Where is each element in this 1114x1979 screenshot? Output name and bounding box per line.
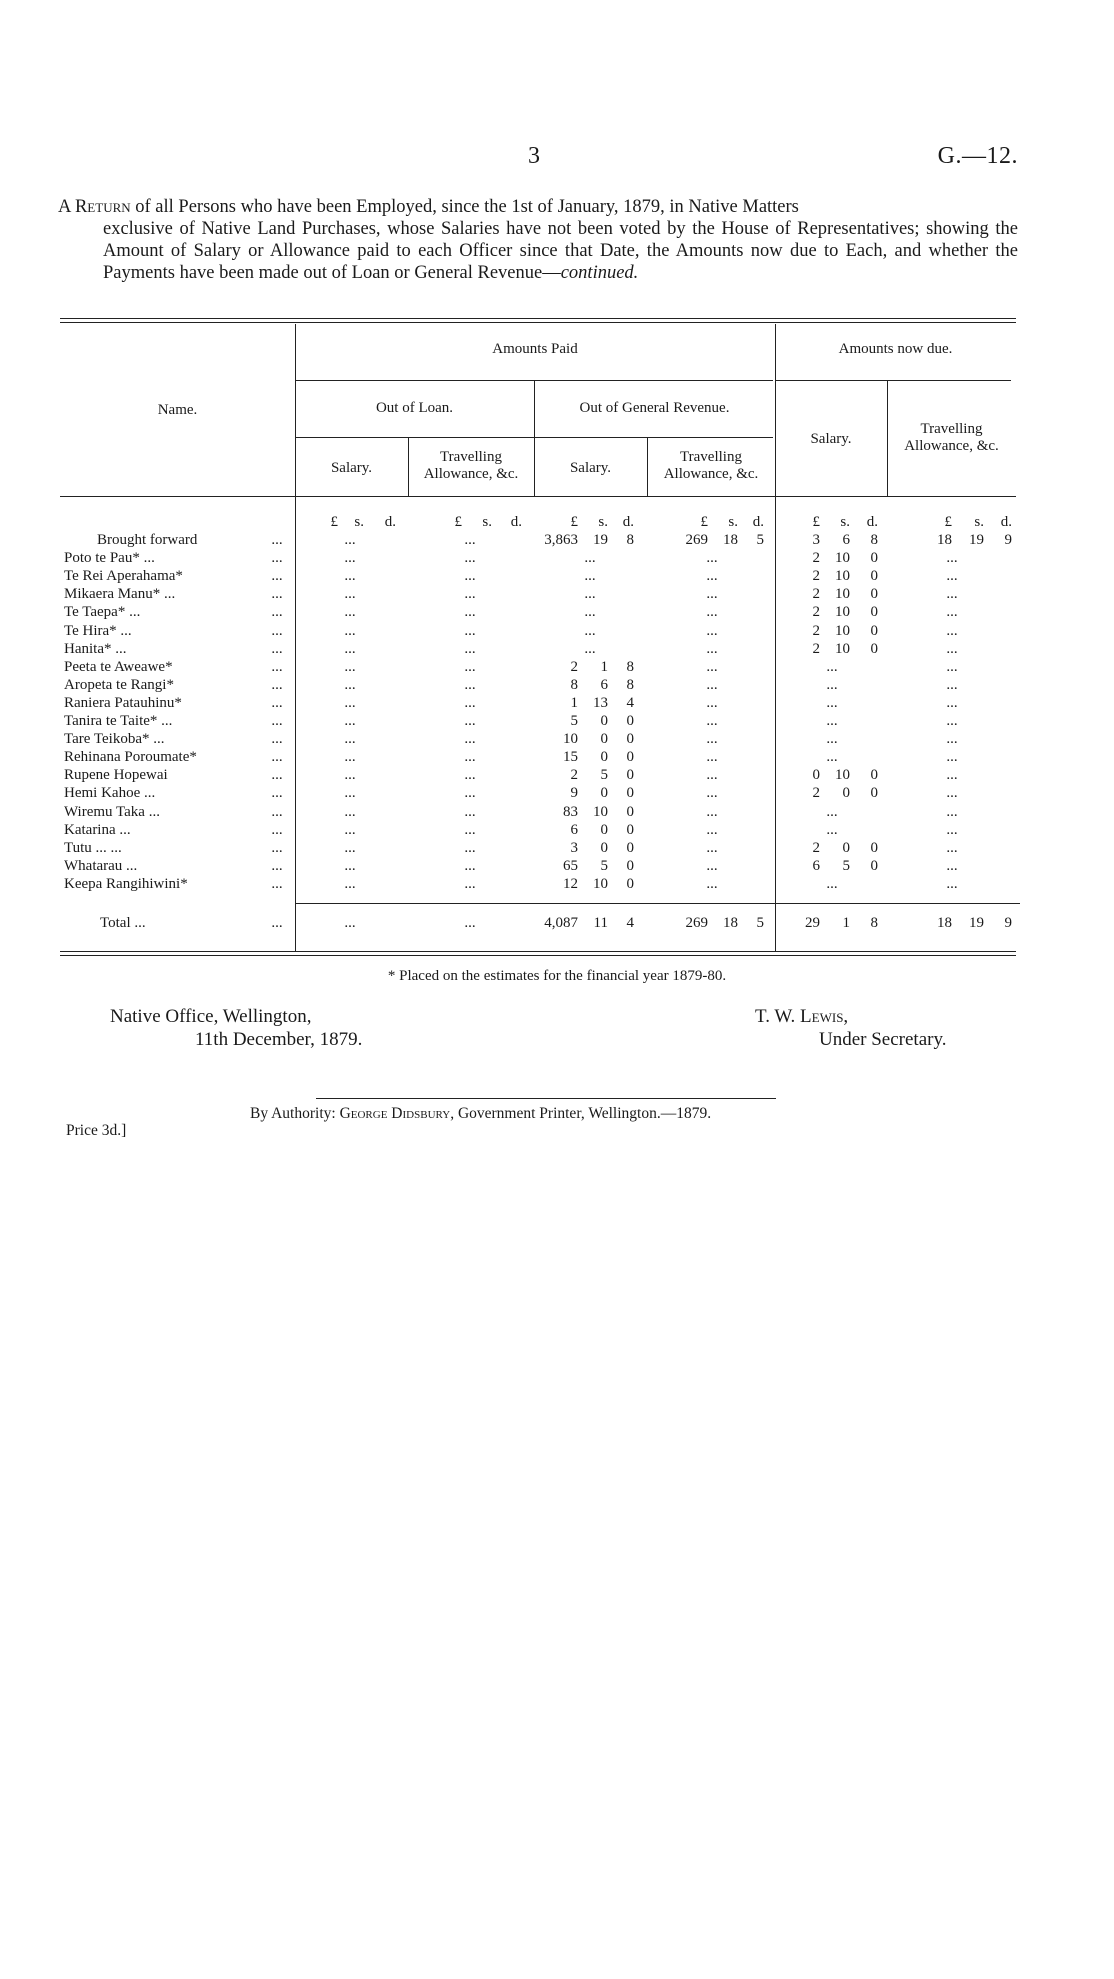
row-name: Hanita* ...: [64, 640, 127, 657]
gen-sal-pence: 0: [626, 839, 634, 856]
header-amounts-due: Amounts now due.: [838, 341, 953, 357]
gen-sal-pence: 0: [626, 857, 634, 874]
header-travelling-line1: Travelling: [920, 421, 983, 437]
due-sal-empty: ...: [826, 731, 838, 748]
page-number: 3: [528, 143, 540, 169]
row-name: Rehinana Poroumate*: [64, 749, 197, 766]
due-trav-empty: ...: [946, 640, 958, 657]
header-travelling-line1: Travelling: [680, 449, 742, 465]
loan-trav-empty: ...: [464, 550, 476, 567]
due-sal-pounds: 2: [812, 839, 820, 856]
amounts-due-rule: [775, 380, 1011, 381]
gen-sal-empty: ...: [584, 622, 596, 639]
row-leader-dots: ...: [271, 749, 283, 766]
loan-trav-empty: ...: [464, 604, 476, 621]
gen-trav-empty: ...: [706, 550, 718, 567]
loan-sal-empty: ...: [344, 532, 356, 548]
due-sal-shillings: 10: [835, 640, 850, 657]
gen-sal-shillings: 6: [600, 676, 608, 693]
gen-trav-empty: ...: [706, 785, 718, 802]
loan-sal-empty: ...: [344, 839, 356, 856]
due-trav-empty: ...: [946, 658, 958, 675]
header-bottom-rule: [60, 496, 1016, 497]
unit-pound: £: [570, 514, 578, 530]
due-sal-pounds: 29: [805, 915, 820, 931]
due-sal-shillings: 10: [835, 568, 850, 585]
unit-shilling: s.: [974, 514, 984, 530]
loan-trav-empty: ...: [464, 622, 476, 639]
signature-title: Under Secretary.: [819, 1029, 947, 1050]
due-sal-pounds: 2: [812, 586, 820, 603]
row-name: Wiremu Taka ...: [64, 803, 160, 820]
row-name: Poto te Pau* ...: [64, 550, 155, 567]
unit-pound: £: [944, 514, 952, 530]
gen-trav-empty: ...: [706, 586, 718, 603]
row-name: Peeta te Aweawe*: [64, 658, 173, 675]
gen-trav-empty: ...: [706, 821, 718, 838]
row-name: Brought forward: [97, 532, 198, 548]
loan-sal-empty: ...: [344, 803, 356, 820]
gen-sal-empty: ...: [584, 586, 596, 603]
gen-sal-shillings: 0: [600, 713, 608, 729]
due-sal-empty: ...: [826, 676, 838, 693]
row-leader-dots: ...: [271, 821, 283, 838]
loan-sal-empty: ...: [344, 875, 356, 892]
gen-sal-pence: 8: [626, 676, 634, 693]
header-amounts-paid: Amounts Paid: [492, 341, 578, 357]
loan-trav-empty: ...: [464, 821, 476, 838]
header-name: Name.: [157, 402, 198, 418]
due-sal-shillings: 10: [835, 550, 850, 567]
loan-sal-empty: ...: [344, 821, 356, 838]
due-trav-empty: ...: [946, 785, 958, 802]
row-name: Mikaera Manu* ...: [64, 586, 176, 603]
row-leader-dots: ...: [271, 532, 283, 548]
gen-sal-pence: 0: [626, 713, 634, 729]
price: Price 3d.]: [66, 1122, 127, 1139]
loan-trav-empty: ...: [464, 713, 476, 729]
row-name: Te Rei Aperahama*: [64, 568, 183, 585]
imprint-rule: [316, 1098, 776, 1099]
signature-block: [755, 1005, 946, 1051]
due-trav-empty: ...: [946, 568, 958, 585]
unit-shilling: s.: [598, 514, 608, 530]
unit-pence: d.: [384, 514, 396, 530]
unit-pound: £: [700, 514, 708, 530]
gen-sal-shillings: 0: [600, 749, 608, 766]
header-gen-travelling: [647, 449, 775, 483]
due-sal-pounds: 3: [812, 532, 820, 548]
table-top-rule: [60, 318, 1016, 319]
gen-sal-pounds: 6: [570, 821, 578, 838]
gen-sal-shillings: 0: [600, 785, 608, 802]
due-sal-empty: ...: [826, 803, 838, 820]
due-sal-shillings: 10: [835, 767, 850, 784]
loan-sal-empty: ...: [344, 731, 356, 748]
gen-trav-empty: ...: [706, 875, 718, 892]
loan-trav-empty: ...: [464, 839, 476, 856]
loan-sal-empty: ...: [344, 658, 356, 675]
due-sal-shillings: 10: [835, 604, 850, 621]
gen-trav-empty: ...: [706, 857, 718, 874]
signature-signer: T. W. Lewis,: [755, 1006, 849, 1027]
loan-trav-empty: ...: [464, 785, 476, 802]
loan-trav-empty: ...: [464, 803, 476, 820]
due-trav-pence: 9: [1004, 915, 1012, 931]
gen-trav-empty: ...: [706, 767, 718, 784]
header-loan-travelling: [408, 449, 534, 483]
row-name: Hemi Kahoe ...: [64, 785, 156, 802]
due-trav-empty: ...: [946, 839, 958, 856]
due-trav-pounds: 18: [937, 532, 952, 548]
due-trav-empty: ...: [946, 604, 958, 621]
table-bottom-rule: [60, 951, 1016, 952]
due-sal-pence: 0: [870, 622, 878, 639]
intro-continued: continued.: [560, 263, 639, 283]
intro-lead: A: [58, 197, 75, 217]
total-top-rule: [295, 903, 1020, 904]
due-sal-pounds: 2: [812, 640, 820, 657]
due-sal-empty: ...: [826, 658, 838, 675]
gen-trav-empty: ...: [706, 568, 718, 585]
gen-sal-shillings: 11: [593, 915, 608, 931]
due-trav-empty: ...: [946, 749, 958, 766]
row-name: Raniera Patauhinu*: [64, 694, 182, 711]
row-leader-dots: ...: [271, 658, 283, 675]
due-sal-pence: 0: [870, 857, 878, 874]
row-name: Te Hira* ...: [64, 622, 132, 639]
loan-sal-empty: ...: [344, 640, 356, 657]
loan-trav-empty: ...: [464, 767, 476, 784]
gen-trav-empty: ...: [706, 803, 718, 820]
due-trav-empty: ...: [946, 676, 958, 693]
gen-sal-empty: ...: [584, 640, 596, 657]
gen-sal-pounds: 2: [570, 658, 578, 675]
imprint-printer: George Didsbury: [339, 1105, 451, 1122]
gen-trav-pounds: 269: [685, 915, 708, 931]
gen-sal-pence: 0: [626, 821, 634, 838]
signature-date: 11th December, 1879.: [195, 1029, 363, 1050]
due-trav-empty: ...: [946, 694, 958, 711]
loan-trav-empty: ...: [464, 568, 476, 585]
unit-pence: d.: [1000, 514, 1012, 530]
col-divider-name: [295, 324, 296, 951]
row-leader-dots: ...: [271, 568, 283, 585]
row-name: Aropeta te Rangi*: [64, 676, 174, 693]
due-sal-pence: 0: [870, 839, 878, 856]
due-sal-empty: ...: [826, 749, 838, 766]
loan-sal-empty: ...: [344, 604, 356, 621]
loan-sal-empty: ...: [344, 622, 356, 639]
unit-shilling: s.: [354, 514, 364, 530]
header-due-salary: Salary.: [810, 431, 852, 447]
gen-sal-shillings: 0: [600, 731, 608, 748]
gen-trav-pence: 5: [756, 532, 764, 548]
row-leader-dots: ...: [271, 839, 283, 856]
row-name: Tutu ... ...: [64, 839, 122, 856]
unit-pence: d.: [866, 514, 878, 530]
due-sal-empty: ...: [826, 821, 838, 838]
gen-sal-pence: 0: [626, 875, 634, 892]
gen-sal-empty: ...: [584, 568, 596, 585]
row-leader-dots: ...: [271, 694, 283, 711]
imprint: [250, 1105, 711, 1123]
due-trav-empty: ...: [946, 586, 958, 603]
loan-trav-empty: ...: [464, 875, 476, 892]
gen-trav-pence: 5: [756, 915, 764, 931]
gen-sal-shillings: 1: [600, 658, 608, 675]
due-sal-pence: 0: [870, 604, 878, 621]
due-trav-shillings: 19: [969, 915, 984, 931]
loan-sal-empty: ...: [344, 785, 356, 802]
row-leader-dots: ...: [271, 731, 283, 748]
header-loan-salary: Salary.: [330, 460, 373, 476]
row-leader-dots: ...: [271, 640, 283, 657]
row-name: Rupene Hopewai: [64, 767, 168, 784]
row-leader-dots: ...: [271, 785, 283, 802]
loan-sal-empty: ...: [344, 586, 356, 603]
row-leader-dots: ...: [271, 915, 283, 931]
gen-sal-pence: 8: [626, 532, 634, 548]
gen-sal-pounds: 5: [570, 713, 578, 729]
gen-sal-pence: 0: [626, 731, 634, 748]
loan-trav-empty: ...: [464, 731, 476, 748]
due-sal-pounds: 2: [812, 568, 820, 585]
gen-sal-pounds: 83: [563, 803, 578, 820]
row-leader-dots: ...: [271, 803, 283, 820]
row-name: Tare Teikoba* ...: [64, 731, 165, 748]
intro-rest: exclusive of Native Land Purchases, whose Salaries have not been voted by the House of Representatives; showing the Amount of Salary or Allowance paid to each Officer since that Date, the Amounts now due to Each, and whether the Payments have been made out of Loan or General Revenue—: [103, 219, 1018, 283]
gen-trav-shillings: 18: [723, 915, 738, 931]
gen-sal-pence: 0: [626, 767, 634, 784]
due-sal-pounds: 6: [812, 857, 820, 874]
loan-trav-empty: ...: [464, 694, 476, 711]
due-sal-pounds: 2: [812, 785, 820, 802]
gen-sal-pence: 0: [626, 803, 634, 820]
unit-shilling: s.: [840, 514, 850, 530]
imprint-suffix: , Government Printer, Wellington.—1879.: [450, 1105, 712, 1122]
row-name: Te Taepa* ...: [64, 604, 141, 621]
due-trav-empty: ...: [946, 857, 958, 874]
gen-sal-shillings: 19: [593, 532, 608, 548]
unit-pence: d.: [752, 514, 764, 530]
gen-sal-shillings: 13: [593, 694, 608, 711]
intro-line1: of all Persons who have been Employed, since the 1st of January, 1879, in Native Matters: [130, 197, 799, 217]
header-travelling-line2: Allowance, &c.: [423, 466, 519, 482]
gen-sal-pounds: 15: [563, 749, 578, 766]
due-sal-shillings: 1: [842, 915, 850, 931]
intro-lead-smallcaps: Return: [74, 197, 131, 217]
header-due-travelling: [887, 421, 1016, 455]
row-leader-dots: ...: [271, 857, 283, 874]
loan-trav-empty: ...: [464, 532, 476, 548]
gen-sal-shillings: 10: [593, 875, 608, 892]
row-leader-dots: ...: [271, 875, 283, 892]
loan-trav-empty: ...: [464, 749, 476, 766]
due-sal-empty: ...: [826, 713, 838, 729]
due-sal-pence: 0: [870, 586, 878, 603]
gen-trav-empty: ...: [706, 604, 718, 621]
signature-location: [110, 1005, 362, 1051]
gen-trav-empty: ...: [706, 640, 718, 657]
gen-sal-shillings: 0: [600, 821, 608, 838]
due-sal-shillings: 6: [842, 532, 850, 548]
footnote: * Placed on the estimates for the financial year 1879-80.: [387, 968, 727, 984]
gen-sal-pounds: 8: [570, 676, 578, 693]
table-bottom-rule-double: [60, 955, 1016, 956]
due-trav-pounds: 18: [937, 915, 952, 931]
due-trav-empty: ...: [946, 622, 958, 639]
due-sal-empty: ...: [826, 694, 838, 711]
due-trav-empty: ...: [946, 803, 958, 820]
due-sal-shillings: 0: [842, 839, 850, 856]
due-trav-empty: ...: [946, 713, 958, 729]
loan-trav-empty: ...: [464, 658, 476, 675]
document-code: G.—12.: [937, 143, 1018, 169]
unit-pence: d.: [622, 514, 634, 530]
due-sal-shillings: 10: [835, 622, 850, 639]
gen-trav-empty: ...: [706, 658, 718, 675]
due-sal-pounds: 2: [812, 604, 820, 621]
header-out-of-loan: Out of Loan.: [375, 400, 454, 416]
due-trav-empty: ...: [946, 767, 958, 784]
loan-sal-empty: ...: [344, 713, 356, 729]
due-sal-pounds: 0: [812, 767, 820, 784]
due-trav-empty: ...: [946, 821, 958, 838]
due-trav-empty: ...: [946, 550, 958, 567]
due-sal-shillings: 10: [835, 586, 850, 603]
due-sal-shillings: 5: [842, 857, 850, 874]
loan-sal-empty: ...: [344, 694, 356, 711]
due-sal-pence: 8: [870, 532, 878, 548]
loan-trav-empty: ...: [464, 586, 476, 603]
gen-sal-pence: 8: [626, 658, 634, 675]
due-sal-empty: ...: [826, 875, 838, 892]
due-sal-pounds: 2: [812, 622, 820, 639]
gen-sal-shillings: 5: [600, 767, 608, 784]
gen-trav-shillings: 18: [723, 532, 738, 548]
header-travelling-line2: Allowance, &c.: [663, 466, 759, 482]
due-sal-pence: 0: [870, 568, 878, 585]
row-leader-dots: ...: [271, 550, 283, 567]
gen-trav-empty: ...: [706, 676, 718, 693]
loan-sal-empty: ...: [344, 857, 356, 874]
row-name: Katarina ...: [64, 821, 131, 838]
gen-sal-empty: ...: [584, 550, 596, 567]
row-name: Tanira te Taite* ...: [64, 713, 173, 729]
due-trav-empty: ...: [946, 731, 958, 748]
gen-sal-pounds: 3,863: [544, 532, 578, 548]
gen-sal-pounds: 3: [570, 839, 578, 856]
header-out-of-general: Out of General Revenue.: [579, 400, 730, 416]
due-sal-pence: 0: [870, 550, 878, 567]
row-leader-dots: ...: [271, 604, 283, 621]
gen-sal-pence: 0: [626, 785, 634, 802]
row-leader-dots: ...: [271, 622, 283, 639]
gen-sal-pounds: 9: [570, 785, 578, 802]
gen-sal-pounds: 4,087: [544, 915, 578, 931]
unit-shilling: s.: [728, 514, 738, 530]
gen-sal-pence: 0: [626, 749, 634, 766]
gen-sal-pounds: 65: [563, 857, 578, 874]
due-sal-pence: 0: [870, 785, 878, 802]
gen-trav-empty: ...: [706, 749, 718, 766]
due-sal-pence: 0: [870, 640, 878, 657]
loan-trav-empty: ...: [464, 857, 476, 874]
loan-sal-empty: ...: [344, 915, 356, 931]
gen-sal-pounds: 2: [570, 767, 578, 784]
gen-sal-shillings: 0: [600, 839, 608, 856]
gen-trav-empty: ...: [706, 839, 718, 856]
row-name: Whatarau ...: [64, 857, 138, 874]
signature-office: Native Office, Wellington,: [110, 1006, 312, 1027]
unit-pound: £: [812, 514, 820, 530]
gen-trav-empty: ...: [706, 622, 718, 639]
row-leader-dots: ...: [271, 713, 283, 729]
loan-sal-empty: ...: [344, 676, 356, 693]
gen-trav-empty: ...: [706, 731, 718, 748]
loan-trav-empty: ...: [464, 640, 476, 657]
row-leader-dots: ...: [271, 767, 283, 784]
header-gen-salary: Salary.: [569, 460, 612, 476]
unit-shilling: s.: [482, 514, 492, 530]
gen-sal-shillings: 5: [600, 857, 608, 874]
header-travelling-line2: Allowance, &c.: [904, 438, 999, 454]
gen-sal-pounds: 10: [563, 731, 578, 748]
row-leader-dots: ...: [271, 676, 283, 693]
table-top-rule-double: [60, 322, 1016, 323]
due-trav-pence: 9: [1004, 532, 1012, 548]
due-sal-pence: 0: [870, 767, 878, 784]
row-name: Keepa Rangihiwini*: [64, 875, 188, 892]
loan-trav-empty: ...: [464, 915, 476, 931]
due-sal-pounds: 2: [812, 550, 820, 567]
gen-sal-shillings: 10: [593, 803, 608, 820]
unit-pence: d.: [510, 514, 522, 530]
due-sal-shillings: 0: [842, 785, 850, 802]
gen-sal-pence: 4: [626, 915, 634, 931]
total-label: Total ...: [100, 915, 146, 931]
unit-pound: £: [330, 514, 338, 530]
unit-pound: £: [454, 514, 462, 530]
header-travelling-line1: Travelling: [440, 449, 502, 465]
gen-sal-empty: ...: [584, 604, 596, 621]
gen-trav-pounds: 269: [685, 532, 708, 548]
row-leader-dots: ...: [271, 586, 283, 603]
due-sal-pence: 8: [870, 915, 878, 931]
imprint-prefix: By Authority:: [250, 1105, 340, 1122]
due-trav-shillings: 19: [969, 532, 984, 548]
gen-sal-pounds: 12: [563, 875, 578, 892]
loan-sal-empty: ...: [344, 767, 356, 784]
gen-sal-pence: 4: [626, 694, 634, 711]
loan-sal-empty: ...: [344, 550, 356, 567]
loan-trav-empty: ...: [464, 676, 476, 693]
intro-paragraph: [58, 196, 1018, 284]
gen-trav-empty: ...: [706, 694, 718, 711]
gen-sal-pounds: 1: [570, 694, 578, 711]
loan-sal-empty: ...: [344, 568, 356, 585]
due-trav-empty: ...: [946, 875, 958, 892]
col-divider-general: [534, 380, 535, 496]
gen-trav-empty: ...: [706, 713, 718, 729]
loan-sal-empty: ...: [344, 749, 356, 766]
